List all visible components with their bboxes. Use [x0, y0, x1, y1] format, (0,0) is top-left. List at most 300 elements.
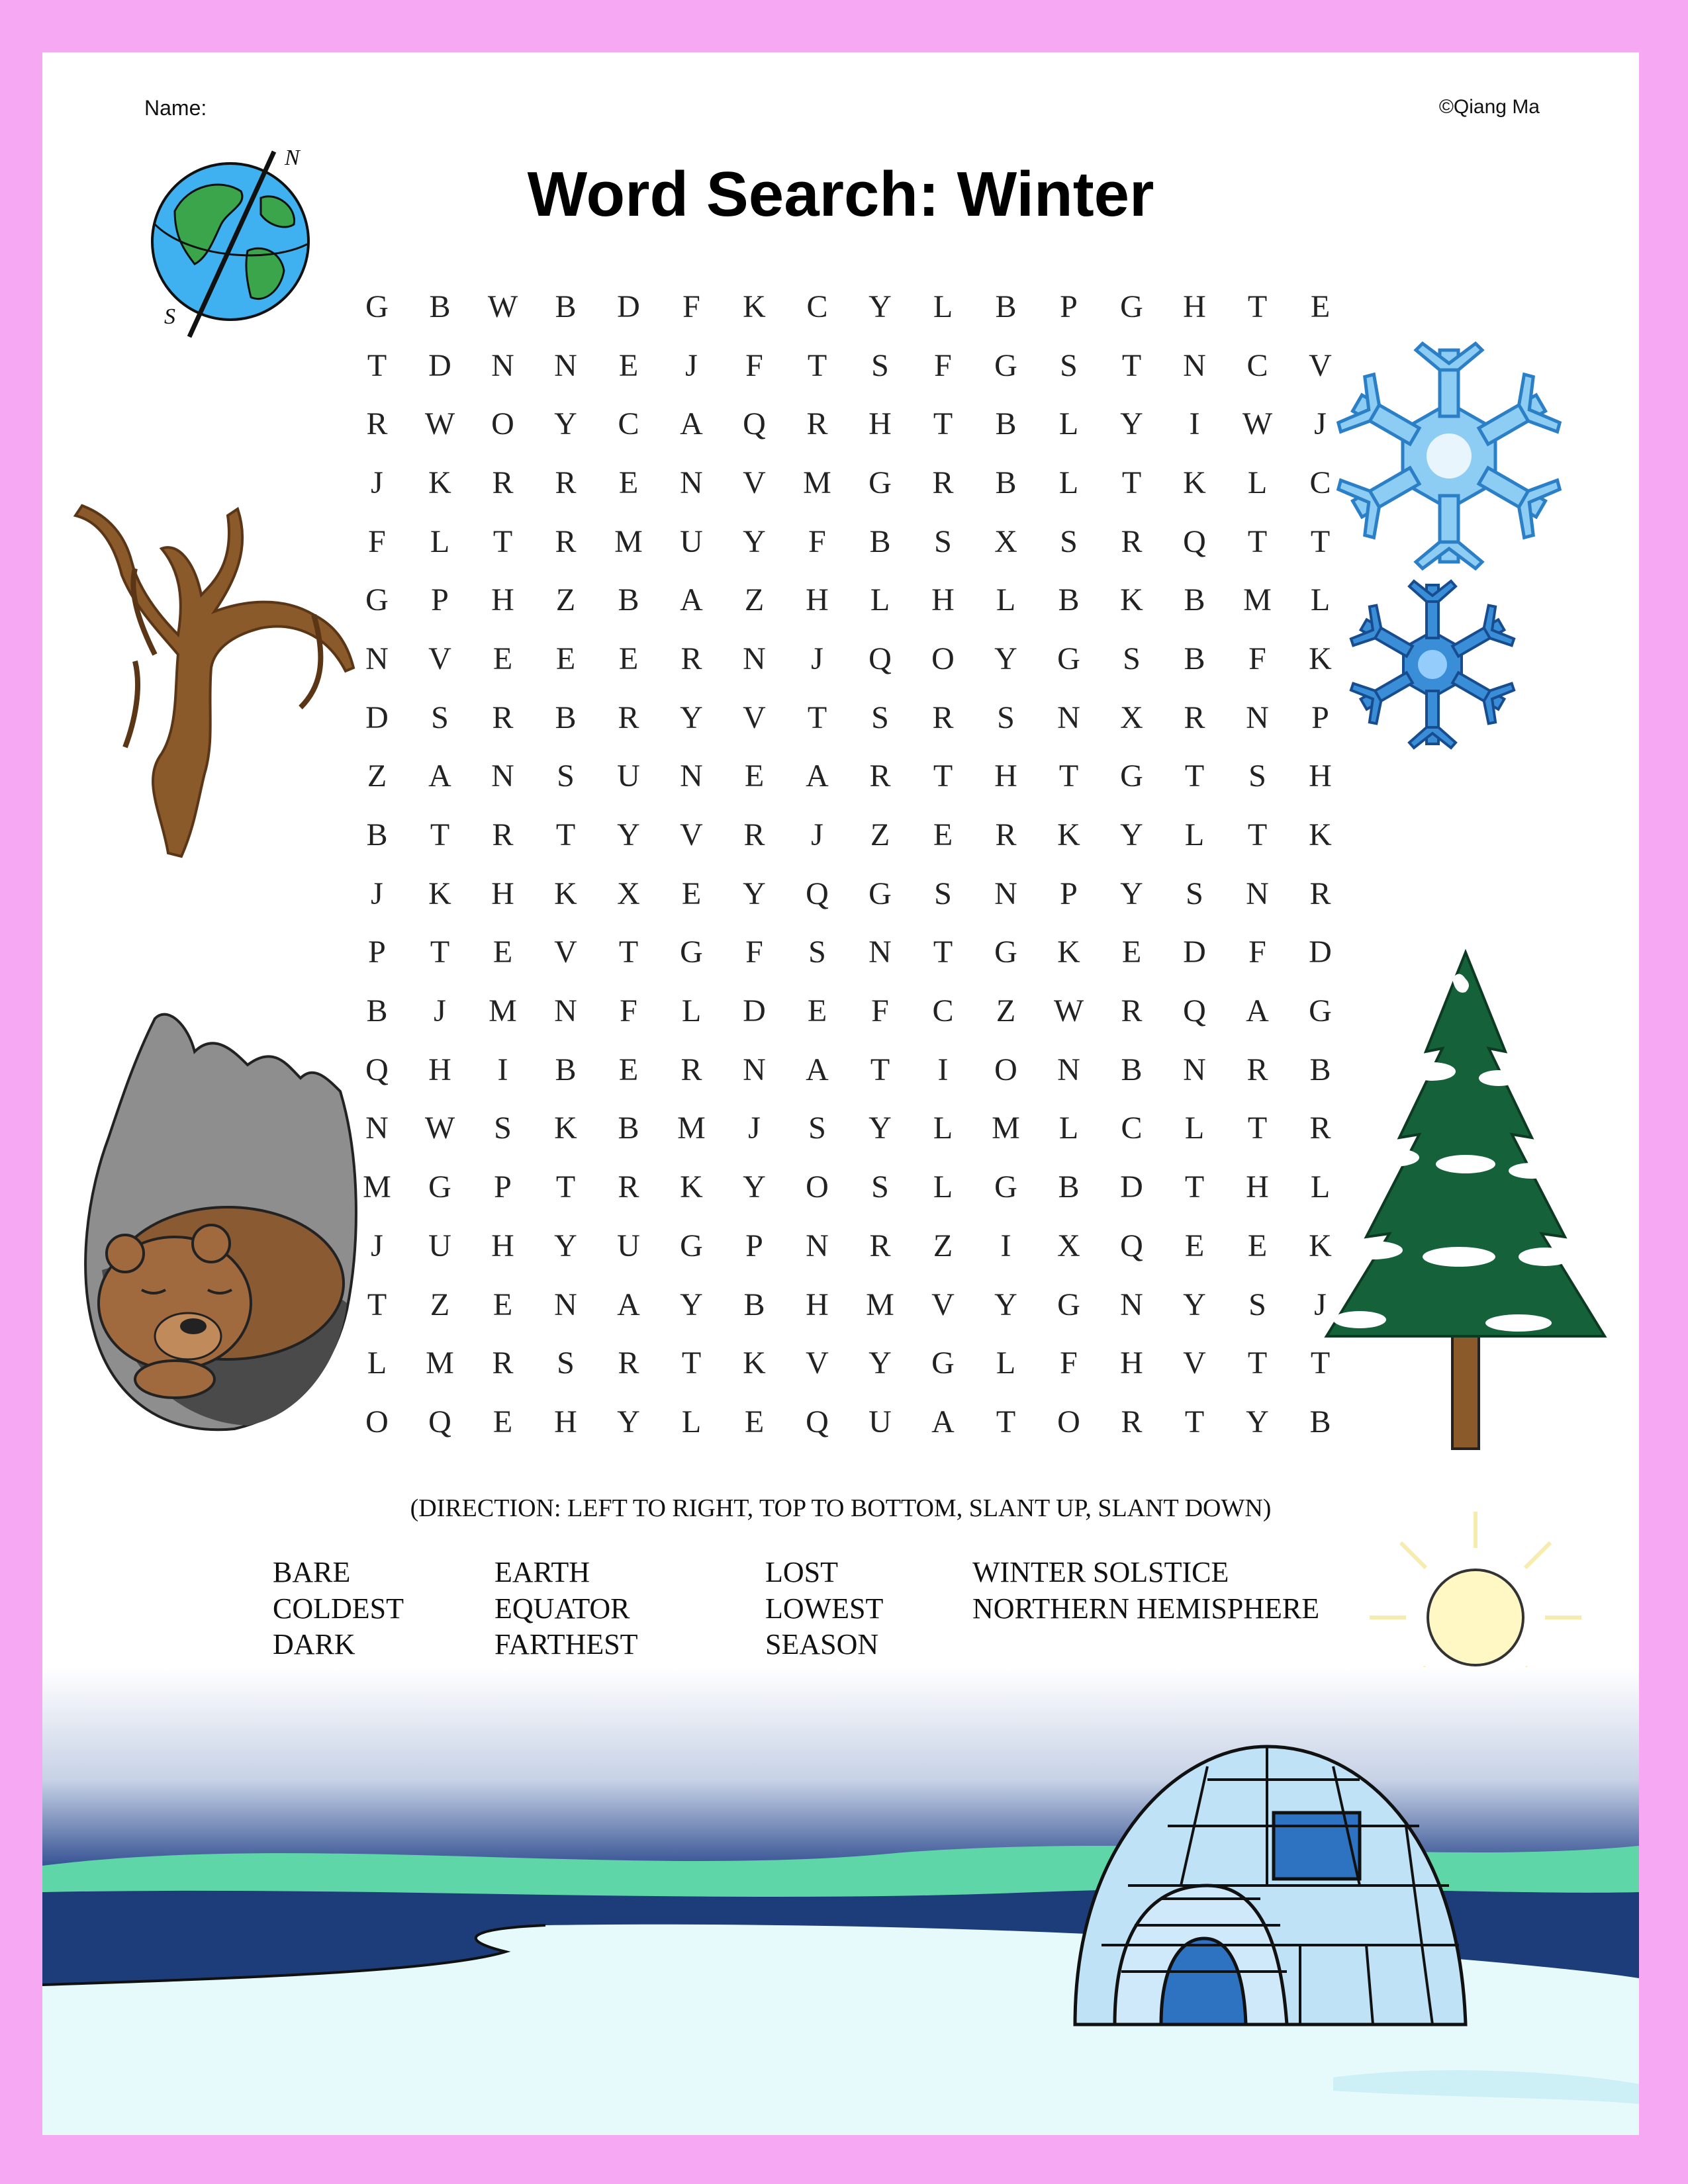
- grid-letter: K: [1120, 582, 1143, 618]
- grid-letter: T: [492, 523, 513, 559]
- grid-letter: S: [1248, 758, 1266, 794]
- grid-letter: V: [931, 1287, 955, 1322]
- grid-letter: L: [870, 582, 890, 618]
- grid-letter: A: [680, 582, 703, 618]
- grid-letter: M: [992, 1111, 1020, 1146]
- grid-letter: Q: [1183, 523, 1206, 559]
- grid-letter: M: [866, 1287, 894, 1322]
- globe-icon: [148, 145, 320, 343]
- word-list-item: BARE: [273, 1556, 351, 1588]
- grid-letter: Y: [680, 700, 703, 735]
- grid-letter: L: [996, 582, 1016, 618]
- grid-letter: Y: [554, 406, 577, 442]
- grid-letter: L: [933, 1169, 953, 1205]
- grid-letter: K: [1057, 817, 1080, 853]
- grid-letter: T: [681, 1345, 702, 1381]
- grid-letter: E: [492, 1404, 513, 1439]
- grid-letter: R: [492, 817, 514, 853]
- grid-letter: J: [1314, 406, 1327, 442]
- grid-letter: B: [618, 1111, 639, 1146]
- grid-letter: R: [1121, 523, 1143, 559]
- grid-letter: R: [1246, 1052, 1268, 1087]
- grid-letter: S: [808, 934, 826, 970]
- grid-letter: K: [554, 876, 577, 911]
- grid-letter: F: [368, 523, 386, 559]
- grid-letter: L: [1310, 582, 1331, 618]
- grid-letter: B: [366, 993, 388, 1029]
- grid-letter: B: [555, 1052, 577, 1087]
- copyright-notice: ©Qiang Ma: [1438, 96, 1540, 118]
- grid-letter: E: [492, 641, 513, 676]
- grid-letter: E: [618, 465, 639, 500]
- grid-letter: Z: [933, 1228, 953, 1263]
- grid-letter: G: [994, 1169, 1017, 1205]
- grid-letter: A: [680, 406, 703, 442]
- grid-letter: N: [365, 641, 389, 676]
- grid-letter: H: [554, 1404, 577, 1439]
- grid-letter: Y: [994, 1287, 1017, 1322]
- grid-letter: F: [934, 347, 952, 383]
- grid-letter: J: [748, 1111, 761, 1146]
- grid-letter: H: [491, 876, 514, 911]
- grid-letter: H: [806, 582, 829, 618]
- grid-letter: K: [1309, 641, 1332, 676]
- grid-letter: G: [680, 1228, 703, 1263]
- grid-letter: T: [1184, 1404, 1205, 1439]
- grid-letter: R: [555, 523, 577, 559]
- grid-letter: O: [1057, 1404, 1080, 1439]
- grid-letter: L: [1310, 1169, 1331, 1205]
- grid-letter: L: [1184, 1111, 1205, 1146]
- grid-letter: R: [680, 1052, 702, 1087]
- grid-letter: S: [934, 523, 952, 559]
- grid-letter: N: [554, 347, 577, 383]
- grid-letter: J: [371, 1228, 383, 1263]
- grid-letter: Y: [1120, 817, 1143, 853]
- grid-letter: I: [497, 1052, 508, 1087]
- grid-letter: T: [1121, 347, 1142, 383]
- grid-letter: L: [367, 1345, 387, 1381]
- grid-letter: S: [431, 700, 449, 735]
- grid-letter: H: [428, 1052, 451, 1087]
- grid-letter: N: [1246, 876, 1269, 911]
- grid-letter: T: [933, 758, 953, 794]
- grid-letter: A: [806, 758, 829, 794]
- grid-letter: Y: [554, 1228, 577, 1263]
- grid-letter: E: [681, 876, 702, 911]
- grid-letter: G: [428, 1169, 451, 1205]
- grid-letter: M: [426, 1345, 454, 1381]
- grid-letter: D: [365, 700, 389, 735]
- grid-letter: B: [743, 1287, 765, 1322]
- arctic-landscape: [42, 1667, 1639, 2135]
- grid-letter: B: [1121, 1052, 1143, 1087]
- grid-letter: K: [554, 1111, 577, 1146]
- grid-letter: E: [807, 993, 827, 1029]
- grid-letter: Y: [868, 1345, 892, 1381]
- grid-letter: R: [932, 465, 954, 500]
- grid-letter: L: [430, 523, 450, 559]
- grid-letter: T: [1247, 817, 1268, 853]
- grid-letter: W: [487, 289, 518, 324]
- grid-letter: W: [424, 1111, 455, 1146]
- grid-letter: N: [1246, 700, 1269, 735]
- grid-letter: B: [1184, 582, 1205, 618]
- grid-letter: C: [1121, 1111, 1143, 1146]
- grid-letter: X: [994, 523, 1017, 559]
- globe-south-label: S: [164, 304, 175, 329]
- word-list-item: LOWEST: [765, 1592, 884, 1625]
- grid-letter: X: [1120, 700, 1143, 735]
- grid-letter: L: [1058, 406, 1079, 442]
- grid-letter: Q: [868, 641, 892, 676]
- grid-letter: L: [996, 1345, 1016, 1381]
- grid-letter: E: [1121, 934, 1142, 970]
- grid-letter: I: [937, 1052, 949, 1087]
- grid-letter: R: [932, 700, 954, 735]
- grid-letter: W: [1053, 993, 1084, 1029]
- grid-letter: T: [807, 700, 827, 735]
- grid-letter: R: [555, 465, 577, 500]
- grid-letter: F: [808, 523, 826, 559]
- grid-letter: B: [1058, 1169, 1080, 1205]
- grid-letter: B: [555, 289, 577, 324]
- grid-letter: D: [1183, 934, 1206, 970]
- grid-letter: Q: [1120, 1228, 1143, 1263]
- grid-letter: T: [1184, 758, 1205, 794]
- grid-letter: M: [363, 1169, 391, 1205]
- grid-letter: Z: [430, 1287, 450, 1322]
- grid-letter: N: [554, 993, 577, 1029]
- grid-letter: E: [492, 1287, 513, 1322]
- grid-letter: V: [680, 817, 703, 853]
- grid-letter: C: [1246, 347, 1268, 383]
- grid-letter: Q: [428, 1404, 451, 1439]
- grid-letter: T: [555, 1169, 576, 1205]
- grid-letter: L: [933, 1111, 953, 1146]
- grid-letter: O: [994, 1052, 1017, 1087]
- grid-letter: E: [744, 758, 765, 794]
- grid-letter: H: [1183, 289, 1206, 324]
- grid-letter: S: [1060, 347, 1078, 383]
- grid-letter: U: [868, 1404, 892, 1439]
- grid-letter: Y: [680, 1287, 703, 1322]
- name-label: Name:: [144, 96, 207, 120]
- grid-letter: P: [745, 1228, 763, 1263]
- grid-letter: E: [1184, 1228, 1205, 1263]
- word-list-item: EQUATOR: [494, 1592, 630, 1625]
- grid-letter: O: [491, 406, 514, 442]
- letter-grid: [346, 277, 1352, 1451]
- grid-letter: J: [685, 347, 698, 383]
- grid-letter: E: [1310, 289, 1331, 324]
- grid-letter: O: [931, 641, 955, 676]
- grid-letter: B: [995, 406, 1017, 442]
- grid-letter: T: [1247, 1111, 1268, 1146]
- grid-letter: L: [1058, 1111, 1079, 1146]
- grid-letter: H: [1246, 1169, 1269, 1205]
- grid-letter: H: [1309, 758, 1332, 794]
- grid-letter: G: [680, 934, 703, 970]
- grid-letter: F: [682, 289, 700, 324]
- grid-letter: B: [1184, 641, 1205, 676]
- grid-letter: L: [681, 993, 702, 1029]
- grid-letter: S: [557, 758, 575, 794]
- grid-letter: M: [677, 1111, 706, 1146]
- grid-letter: O: [806, 1169, 829, 1205]
- grid-letter: B: [429, 289, 451, 324]
- grid-letter: G: [1120, 289, 1143, 324]
- grid-letter: T: [1310, 1345, 1331, 1381]
- grid-letter: K: [1309, 1228, 1332, 1263]
- grid-letter: Z: [555, 582, 576, 618]
- grid-letter: K: [428, 465, 451, 500]
- grid-letter: P: [1060, 876, 1078, 911]
- grid-letter: R: [1121, 993, 1143, 1029]
- grid-letter: T: [367, 347, 387, 383]
- grid-letter: W: [1242, 406, 1273, 442]
- grid-letter: Q: [1183, 993, 1206, 1029]
- grid-letter: B: [618, 582, 639, 618]
- grid-letter: S: [494, 1111, 512, 1146]
- grid-letter: T: [555, 817, 576, 853]
- grid-letter: Y: [1246, 1404, 1269, 1439]
- grid-letter: B: [1058, 582, 1080, 618]
- small-snowflake-icon: [1343, 575, 1522, 754]
- grid-letter: U: [428, 1228, 451, 1263]
- grid-letter: Z: [744, 582, 765, 618]
- grid-letter: B: [869, 523, 891, 559]
- grid-letter: V: [1183, 1345, 1206, 1381]
- grid-letter: G: [1120, 758, 1143, 794]
- grid-letter: V: [743, 700, 766, 735]
- grid-letter: Y: [868, 1111, 892, 1146]
- grid-letter: O: [365, 1404, 389, 1439]
- grid-letter: C: [1309, 465, 1331, 500]
- grid-letter: A: [806, 1052, 829, 1087]
- grid-letter: N: [491, 347, 514, 383]
- grid-letter: K: [428, 876, 451, 911]
- grid-letter: T: [933, 406, 953, 442]
- word-list-item: LOST: [765, 1556, 838, 1588]
- grid-letter: E: [744, 1404, 765, 1439]
- grid-letter: B: [366, 817, 388, 853]
- grid-letter: F: [1248, 641, 1266, 676]
- grid-letter: Y: [743, 523, 766, 559]
- grid-letter: B: [995, 289, 1017, 324]
- grid-letter: T: [1247, 523, 1268, 559]
- grid-letter: T: [367, 1287, 387, 1322]
- word-list-item: NORTHERN HEMISPHERE: [972, 1592, 1320, 1625]
- grid-letter: E: [492, 934, 513, 970]
- grid-letter: L: [933, 289, 953, 324]
- grid-letter: N: [491, 758, 514, 794]
- grid-letter: Y: [1183, 1287, 1206, 1322]
- grid-letter: E: [618, 347, 639, 383]
- grid-letter: S: [808, 1111, 826, 1146]
- grid-letter: R: [618, 1169, 639, 1205]
- grid-letter: P: [431, 582, 449, 618]
- grid-letter: Y: [743, 876, 766, 911]
- grid-letter: Y: [743, 1169, 766, 1205]
- grid-letter: B: [1309, 1052, 1331, 1087]
- grid-letter: G: [1057, 641, 1080, 676]
- grid-letter: R: [492, 465, 514, 500]
- grid-letter: H: [931, 582, 955, 618]
- grid-letter: L: [1058, 465, 1079, 500]
- grid-letter: T: [618, 934, 639, 970]
- grid-letter: R: [995, 817, 1017, 853]
- grid-letter: U: [617, 1228, 640, 1263]
- grid-letter: T: [430, 817, 450, 853]
- grid-letter: G: [1309, 993, 1332, 1029]
- page-title: Word Search: Winter: [527, 159, 1154, 230]
- grid-letter: E: [1247, 1228, 1268, 1263]
- grid-letter: Q: [743, 406, 766, 442]
- grid-letter: M: [489, 993, 517, 1029]
- grid-letter: N: [680, 465, 703, 500]
- word-list-item: SEASON: [765, 1628, 879, 1661]
- grid-letter: T: [807, 347, 827, 383]
- grid-letter: E: [555, 641, 576, 676]
- grid-letter: K: [743, 289, 766, 324]
- grid-letter: V: [554, 934, 577, 970]
- grid-letter: S: [871, 1169, 889, 1205]
- bare-tree-icon: [62, 469, 367, 866]
- globe-north-label: N: [285, 146, 300, 170]
- grid-letter: B: [1309, 1404, 1331, 1439]
- grid-letter: W: [424, 406, 455, 442]
- grid-letter: J: [811, 817, 823, 853]
- grid-letter: V: [806, 1345, 829, 1381]
- grid-letter: R: [680, 641, 702, 676]
- grid-letter: S: [997, 700, 1015, 735]
- grid-letter: S: [1248, 1287, 1266, 1322]
- word-list-item: COLDEST: [273, 1592, 404, 1625]
- grid-letter: V: [428, 641, 451, 676]
- grid-letter: T: [870, 1052, 890, 1087]
- grid-letter: B: [555, 700, 577, 735]
- grid-letter: E: [618, 641, 639, 676]
- grid-letter: T: [1247, 1345, 1268, 1381]
- grid-letter: T: [933, 934, 953, 970]
- grid-letter: A: [428, 758, 451, 794]
- grid-letter: C: [806, 289, 828, 324]
- grid-letter: N: [680, 758, 703, 794]
- grid-letter: L: [681, 1404, 702, 1439]
- grid-letter: H: [491, 582, 514, 618]
- grid-letter: M: [803, 465, 831, 500]
- grid-letter: S: [1186, 876, 1203, 911]
- grid-letter: H: [994, 758, 1017, 794]
- grid-letter: N: [1057, 1052, 1080, 1087]
- grid-letter: G: [365, 582, 389, 618]
- grid-letter: E: [618, 1052, 639, 1087]
- grid-letter: N: [365, 1111, 389, 1146]
- pine-tree-icon: [1320, 939, 1611, 1469]
- grid-letter: M: [614, 523, 643, 559]
- grid-letter: P: [368, 934, 386, 970]
- grid-letter: S: [1060, 523, 1078, 559]
- grid-letter: R: [869, 1228, 891, 1263]
- grid-letter: K: [680, 1169, 703, 1205]
- grid-letter: T: [1058, 758, 1079, 794]
- grid-letter: G: [994, 934, 1017, 970]
- grid-letter: Z: [367, 758, 387, 794]
- grid-letter: F: [1248, 934, 1266, 970]
- grid-letter: S: [1123, 641, 1141, 676]
- grid-letter: J: [371, 876, 383, 911]
- grid-letter: Y: [994, 641, 1017, 676]
- grid-letter: J: [811, 641, 823, 676]
- grid-letter: R: [1309, 1111, 1331, 1146]
- word-list-item: DARK: [273, 1628, 355, 1661]
- grid-letter: N: [1183, 347, 1206, 383]
- grid-letter: G: [365, 289, 389, 324]
- grid-letter: R: [869, 758, 891, 794]
- grid-letter: I: [1189, 406, 1200, 442]
- grid-letter: F: [620, 993, 637, 1029]
- grid-letter: R: [618, 700, 639, 735]
- grid-letter: N: [1057, 700, 1080, 735]
- grid-letter: N: [994, 876, 1017, 911]
- grid-letter: M: [1243, 582, 1272, 618]
- grid-letter: G: [931, 1345, 955, 1381]
- grid-letter: R: [1121, 1404, 1143, 1439]
- grid-letter: F: [745, 347, 763, 383]
- grid-letter: D: [1120, 1169, 1143, 1205]
- grid-letter: C: [618, 406, 639, 442]
- grid-letter: K: [743, 1345, 766, 1381]
- grid-letter: R: [618, 1345, 639, 1381]
- grid-letter: Y: [868, 289, 892, 324]
- grid-letter: N: [554, 1287, 577, 1322]
- grid-letter: P: [1060, 289, 1078, 324]
- grid-letter: T: [1121, 465, 1142, 500]
- grid-letter: N: [1120, 1287, 1143, 1322]
- grid-letter: S: [934, 876, 952, 911]
- word-list-item: EARTH: [494, 1556, 590, 1588]
- word-list-column-4: [972, 1555, 1319, 1627]
- grid-letter: T: [1247, 289, 1268, 324]
- grid-letter: G: [1057, 1287, 1080, 1322]
- grid-letter: Z: [996, 993, 1016, 1029]
- grid-letter: P: [494, 1169, 512, 1205]
- grid-letter: G: [868, 465, 892, 500]
- grid-letter: R: [492, 700, 514, 735]
- grid-letter: L: [1184, 817, 1205, 853]
- grid-letter: R: [492, 1345, 514, 1381]
- grid-letter: G: [994, 347, 1017, 383]
- grid-letter: T: [996, 1404, 1016, 1439]
- grid-letter: E: [933, 817, 953, 853]
- grid-letter: F: [871, 993, 889, 1029]
- grid-letter: D: [743, 993, 766, 1029]
- grid-letter: X: [1057, 1228, 1080, 1263]
- grid-letter: Y: [617, 817, 640, 853]
- grid-letter: H: [491, 1228, 514, 1263]
- grid-letter: D: [1309, 934, 1332, 970]
- grid-letter: A: [931, 1404, 955, 1439]
- grid-letter: R: [366, 406, 388, 442]
- grid-letter: Y: [1120, 876, 1143, 911]
- grid-letter: C: [932, 993, 954, 1029]
- grid-letter: K: [1183, 465, 1206, 500]
- grid-letter: Q: [365, 1052, 389, 1087]
- grid-letter: A: [1246, 993, 1269, 1029]
- worksheet: [42, 52, 1639, 2135]
- grid-letter: T: [1184, 1169, 1205, 1205]
